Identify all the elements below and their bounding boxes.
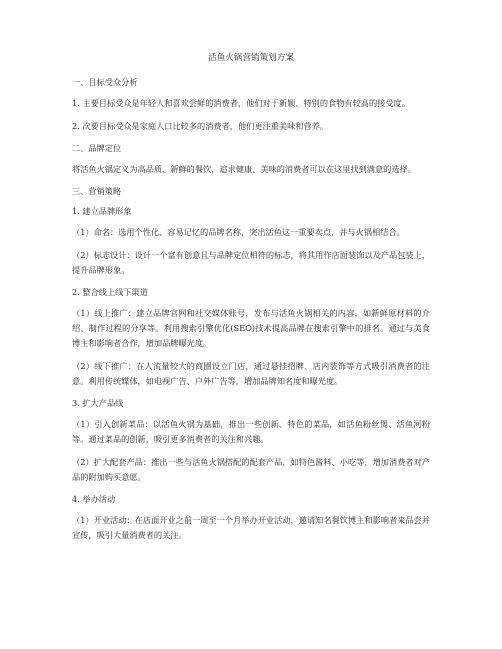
paragraph: 1. 主要目标受众是年轻人和喜欢尝鲜的消费者，他们对于新颖、特别的食物有较高的接受度。 bbox=[72, 98, 410, 108]
section-heading-strategy: 三、营销策略 bbox=[72, 186, 122, 196]
paragraph: （2）标志设计：设计一个富有创意且与品牌定位相符的标志，将其用作店面装饰以及产品包装上，提升品牌形象。 bbox=[72, 250, 430, 275]
section-heading-audience: 一、目标受众分析 bbox=[72, 77, 138, 87]
sub-heading-channels: 2. 整合线上线下渠道 bbox=[72, 287, 148, 297]
paragraph: （1）引入创新菜品：以活鱼火锅为基础，推出一些创新、特色的菜品，如活鱼粉丝煲、活鱼河粉等。通过菜品的创新，吸引更多消费者的关注和兴趣。 bbox=[72, 419, 430, 444]
paragraph: （2）线下推广：在人流量较大的商圈设立门店，通过悬挂招牌、店内装饰等方式吸引消费者的注意。利用传统媒体，如电视广告、户外广告等，增加品牌知名度和曝光度。 bbox=[72, 361, 430, 386]
paragraph: 2. 次要目标受众是家庭人口比较多的消费者，他们更注重美味和营养。 bbox=[72, 121, 329, 131]
document-title: 活鱼火锅营销策划方案 bbox=[208, 53, 294, 63]
paragraph: （1）开业活动：在店面开业之前一周至一个月举办开业活动，邀请知名餐饮博主和影响者来品尝并宣传，吸引大量消费者的关注。 bbox=[72, 515, 430, 540]
sub-heading-product-line: 3. 扩大产品线 bbox=[72, 398, 124, 408]
paragraph: （1）命名：选用个性化、容易记忆的品牌名称，突出活鱼这一重要卖点，并与火锅相结合。 bbox=[72, 227, 405, 237]
paragraph: （1）线上推广：建立品牌官网和社交媒体账号，发布与活鱼火锅相关的内容，如新鲜原材料的介绍、制作过程的分享等。利用搜索引擎优化(SEO)技术提高品牌在搜索引擎中的排名。通过与美食博主和影响者合作，增加品牌曝光度。 bbox=[72, 308, 430, 348]
sub-heading-events: 4. 举办活动 bbox=[72, 494, 116, 504]
sub-heading-brand-image: 1. 建立品牌形象 bbox=[72, 206, 132, 216]
paragraph: 将活鱼火锅定义为高品质、新鲜的餐饮，追求健康、美味的消费者可以在这里找到满意的选择。 bbox=[72, 164, 416, 174]
section-heading-positioning: 二、品牌定位 bbox=[72, 143, 122, 153]
paragraph: （2）扩大配套产品：推出一些与活鱼火锅搭配的配套产品，如特色酱料、小吃等，增加消费者对产品的附加购买意愿。 bbox=[72, 457, 430, 482]
